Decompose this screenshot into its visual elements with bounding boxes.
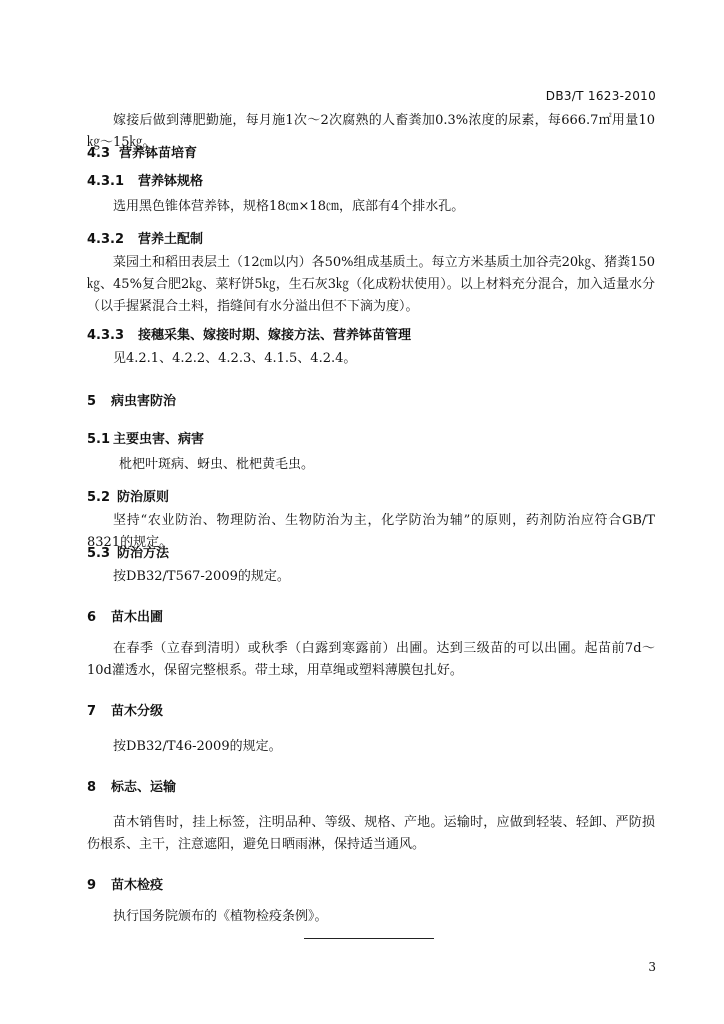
paragraph-principles: 坚持“农业防治、物理防治、生物防治为主，化学防治为辅”的原则，药剂防治应符合GB/T 8321的规定。 (87, 513, 655, 550)
heading-4-3-1 (87, 170, 203, 189)
heading-8 (87, 776, 176, 795)
section-title: 营养钵苗培育 (119, 146, 198, 161)
section-number: 6 (87, 610, 97, 625)
section-number: 5.1 (87, 432, 111, 447)
heading-4-3-3 (87, 324, 411, 343)
page-number: 3 (648, 960, 656, 974)
heading-5-1 (87, 428, 204, 447)
section-number: 4.3.3 (87, 328, 125, 343)
paragraph-soil-mix: 菜园土和稻田表层土（12㎝以内）各50%组成基质土。每立方米基质土加谷壳20㎏、猪粪150㎏、45%复合肥2㎏、菜籽饼5㎏，生石灰3㎏（化成粉状使用）。以上材料充分混合，加入适量水分（以手握紧混合土料，指缝间有水分溢出但不下滴为度）。 (87, 255, 655, 314)
end-rule (304, 938, 434, 939)
section-title: 苗木分级 (111, 704, 164, 719)
paragraph-see-ref: 见4.2.1、4.2.2、4.2.3、4.1.5、4.2.4。 (113, 351, 357, 366)
heading-5-3 (87, 542, 169, 561)
paragraph-nursery-out: 在春季（立春到清明）或秋季（白露到寒露前）出圃。达到三级苗的可以出圃。起苗前7d～10d灌透水，保留完整根系。带土球，用草绳或塑料薄膜包扎好。 (87, 641, 655, 678)
heading-4-3 (87, 142, 197, 161)
section-number: 5.3 (87, 546, 111, 561)
section-title: 主要虫害、病害 (113, 432, 205, 447)
heading-9 (87, 874, 163, 893)
heading-5-2 (87, 486, 169, 505)
section-number: 5 (87, 394, 97, 409)
paragraph-fertilizing: 嫁接后做到薄肥勤施，每月施1次～2次腐熟的人畜粪加0.3%浓度的尿素，每666.7㎡用量10㎏～15㎏。 (87, 113, 655, 150)
section-number: 9 (87, 878, 97, 893)
paragraph-methods: 按DB32/T567-2009的规定。 (113, 569, 290, 584)
section-title: 营养钵规格 (138, 174, 204, 189)
section-title: 标志、运输 (111, 780, 177, 795)
paragraph-pot-spec: 选用黑色锥体营养钵，规格18㎝×18㎝，底部有4个排水孔。 (113, 199, 465, 214)
section-number: 7 (87, 704, 97, 719)
section-number: 5.2 (87, 490, 111, 505)
paragraph-transport: 苗木销售时，挂上标签，注明品种、等级、规格、产地。运输时，应做到轻装、轻卸、严防损伤根系、主干，注意遮阳，避免日晒雨淋，保持适当通风。 (87, 815, 655, 852)
document-code: DB3/T 1623-2010 (545, 89, 656, 103)
section-number: 4.3.2 (87, 232, 125, 247)
section-title: 苗木出圃 (111, 610, 164, 625)
heading-5 (87, 390, 176, 409)
section-title: 营养土配制 (138, 232, 204, 247)
paragraph-quarantine: 执行国务院颁布的《植物检疫条例》。 (113, 909, 328, 924)
section-title: 防治方法 (117, 546, 170, 561)
heading-7 (87, 700, 163, 719)
heading-4-3-2 (87, 228, 203, 247)
paragraph-pests: 枇杷叶斑病、蚜虫、枇杷黄毛虫。 (119, 457, 315, 472)
paragraph-grading: 按DB32/T46-2009的规定。 (113, 739, 282, 754)
heading-6 (87, 606, 163, 625)
section-number: 8 (87, 780, 97, 795)
section-title: 病虫害防治 (111, 394, 177, 409)
section-number: 4.3.1 (87, 174, 125, 189)
section-title: 防治原则 (117, 490, 170, 505)
section-title: 接穗采集、嫁接时期、嫁接方法、营养钵苗管理 (138, 328, 412, 343)
section-number: 4.3 (87, 146, 111, 161)
section-title: 苗木检疫 (111, 878, 164, 893)
